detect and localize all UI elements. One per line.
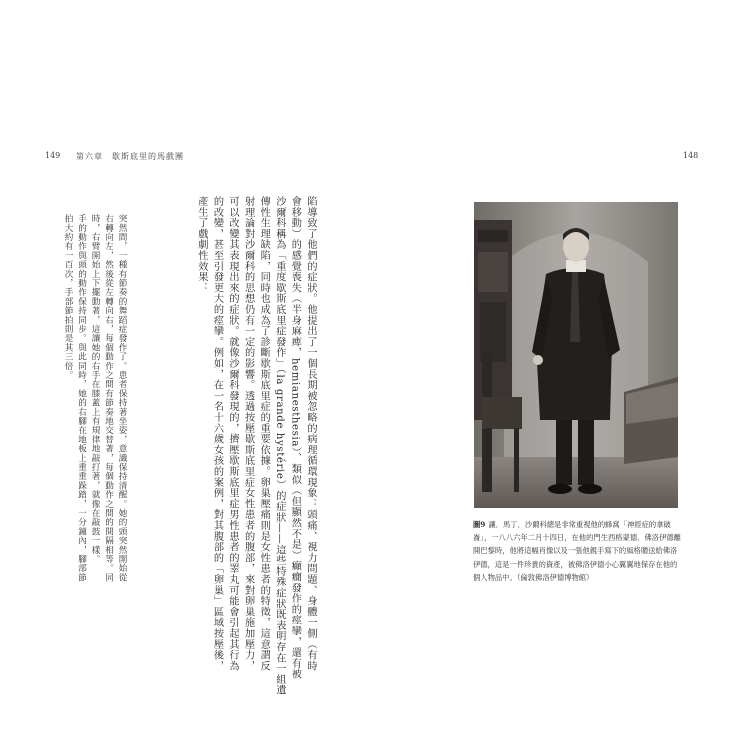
body-line: 可以改變其表現出來的症狀。就像沙爾科發現的，擠壓歇斯底里症男性患者的睪丸可能會引起其行為 xyxy=(227,196,239,672)
quote-line: 右轉向左，然後從左轉向右，每個動作之間有節奏地交替著，每個動作之間的間隔相等。同 xyxy=(103,214,114,582)
body-text-column xyxy=(138,196,318,696)
chapter-title: 第六章 歇斯底里的馬戲團 xyxy=(76,152,184,161)
left-page-number: 149 xyxy=(45,151,61,160)
body-line: 的改變，甚至引發更大的痙攣。例如，在一名十六歲女孩的案例，對其腹部的「卵巢」區域按壓後， xyxy=(211,196,223,672)
body-line: 陷導致了他們的症狀。他提出了一個長期被忽略的病理循環現象：頭痛、視力問題、身體一側（有時 xyxy=(305,196,316,672)
body-line: 沙爾科稱為「重度歇斯底里症發作」（la grande hystérie）的症狀——這些特殊症狀既表明存在一組遺 xyxy=(273,196,285,696)
caption-text: 讓．馬丁．沙爾科總是非常重視他的蜂窩「神經症的拿破崙」，一八八六年二月十四日，在他的門生西格蒙德．佛洛伊德離開巴黎時，他將這幅肖像以及一張他親手寫下的風格贈送給佛洛伊德，這是一件珍貴的資產，被佛洛伊德小心翼翼地保存在他的個人物品中。（倫敦佛洛伊德博物館） xyxy=(473,520,681,582)
quote-line: 拍大約有一百次，手部節拍則是其三倍。 xyxy=(63,214,73,380)
block-quote xyxy=(63,214,128,582)
caption-label: 圖9 xyxy=(473,520,486,529)
quote-line: 手的動作與頭的動作保持同步。與此同時，她的右腳在地板上重重跺踏，一分鐘內，腳部節 xyxy=(76,214,87,582)
quote-line: 突然間，一種有節奏的舞蹈症發作了。患者保持著坐姿，意識保持清醒。她的頭突然開始從 xyxy=(117,214,127,582)
photo-caption xyxy=(473,518,681,584)
portrait-photo xyxy=(474,202,678,508)
body-line: 射理論對沙爾科的思想仍有一定的影響。透過按壓歇斯底里症女性患者的腹部，來對卵巢施加壓力， xyxy=(242,196,254,672)
body-line: 產生了戲劇性效果： xyxy=(195,196,207,294)
quote-line: 時，右臂開始上下擺動著，這讓她的右手在膝蓋上有規律地敲打著，就像在敲鼓一樣。 xyxy=(90,214,100,564)
right-page-number: 148 xyxy=(683,151,699,160)
body-line: 傳性生理缺陷，同時也成為了診斷歇斯底里症的重要依據。卵巢壓痛則是女性患者的特徵，這意謂反 xyxy=(258,196,270,672)
body-line: 會移動）的感覺喪失（半身麻痺，hemianesthesia）、類似（但顯然不是）癲癇發作的痙攣，還有被 xyxy=(289,196,301,680)
